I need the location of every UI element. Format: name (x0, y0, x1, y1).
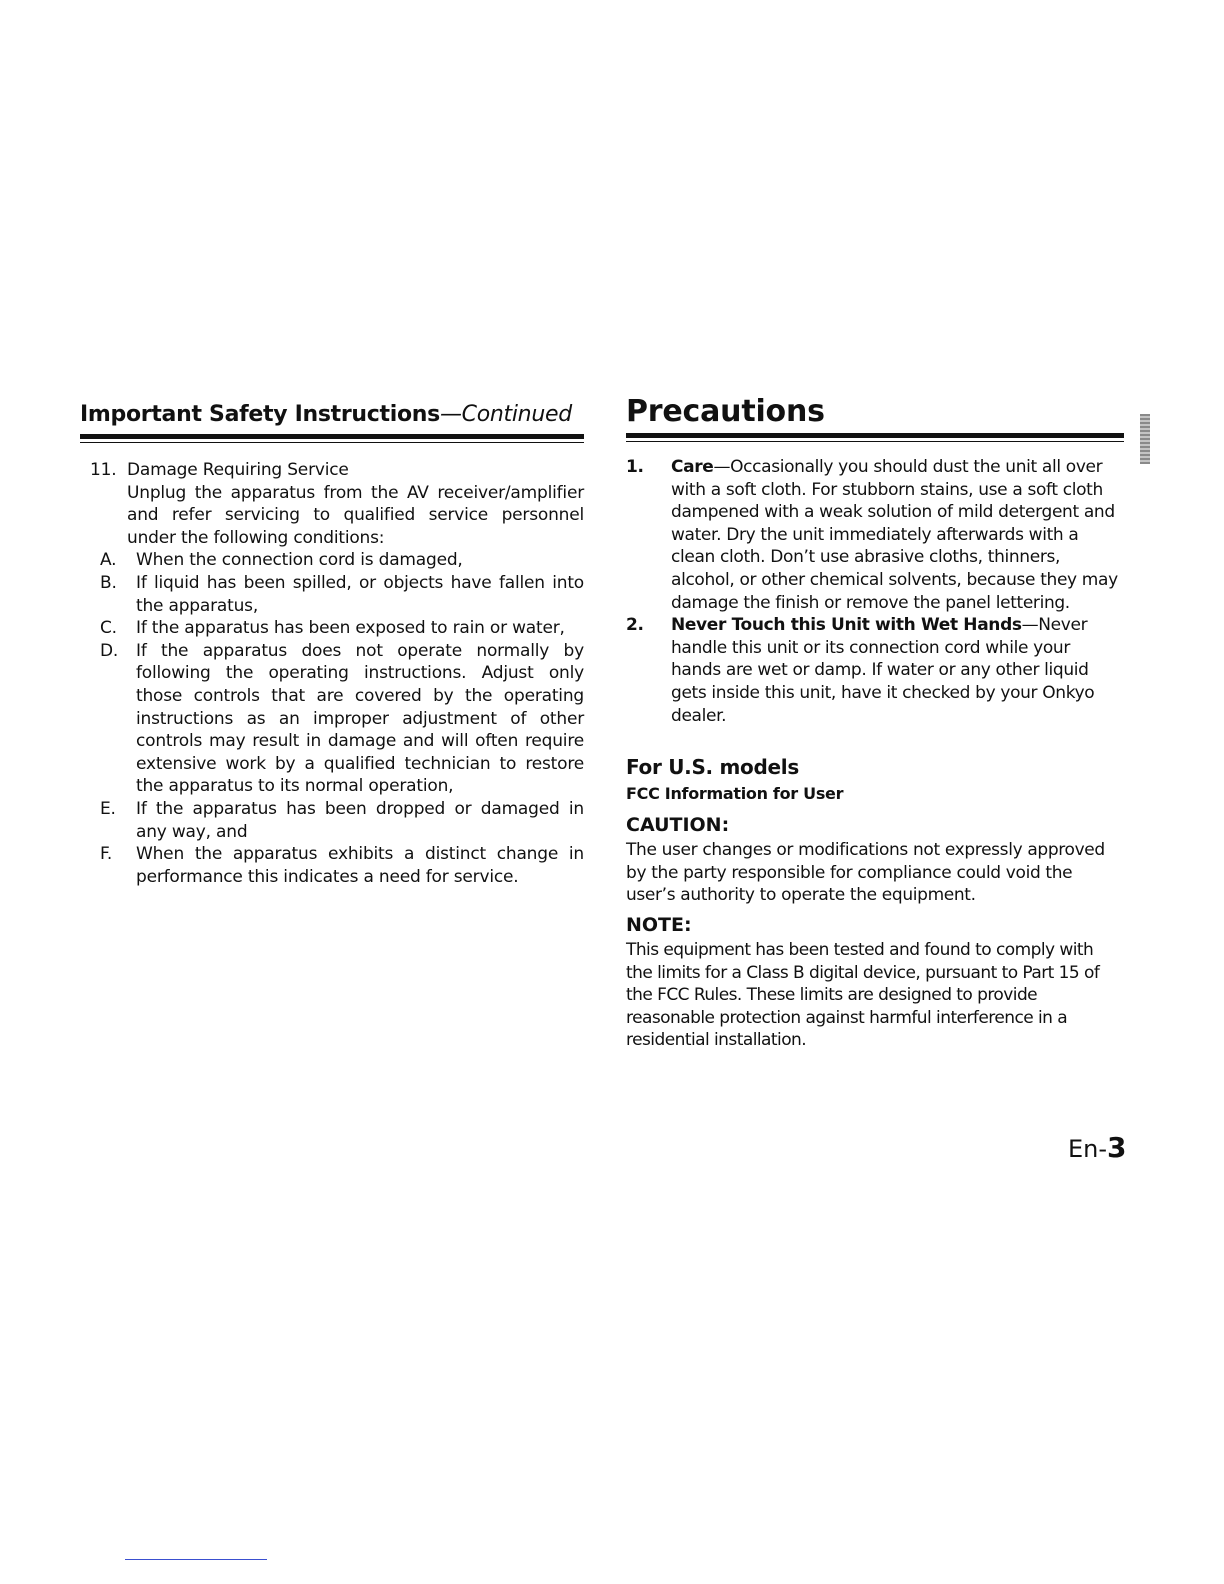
condition-item (100, 617, 584, 640)
note-heading: NOTE: (626, 913, 692, 936)
condition-letter: E. (100, 798, 116, 819)
section-header-title: Important Safety Instructions (80, 402, 440, 427)
condition-letter: B. (100, 572, 117, 593)
header-rule-thick (80, 434, 584, 439)
condition-list (100, 549, 584, 888)
condition-text: If the apparatus has been exposed to rain or water, (136, 618, 565, 639)
caution-heading: CAUTION: (626, 814, 730, 837)
fcc-info-heading: FCC Information for User (626, 784, 844, 804)
precaution-lead: Never Touch this Unit with Wet Hands (671, 615, 1022, 636)
precaution-text (671, 614, 1124, 727)
safety-item (80, 459, 584, 888)
title-rule-thick (626, 433, 1124, 438)
left-column (80, 398, 584, 888)
condition-item (100, 549, 584, 572)
condition-letter: C. (100, 618, 117, 639)
condition-item (100, 572, 584, 617)
section-header-continued: —Continued (439, 402, 572, 427)
precaution-text (671, 456, 1124, 614)
condition-item (100, 843, 584, 888)
caution-text: The user changes or modifications not expressly approved by the party responsible for compliance could void the user’s authority to operate the equipment. (626, 840, 1105, 906)
condition-text: If the apparatus has been dropped or damaged in any way, and (136, 798, 584, 842)
us-models-heading: For U.S. models (626, 755, 799, 780)
section-tab-marker (1140, 414, 1150, 464)
safety-item-intro: Unplug the apparatus from the AV receiver/amplifier and refer servicing to qualified service personnel under the following conditions: (127, 482, 584, 548)
precautions-list (626, 456, 1124, 727)
precaution-body: —Never handle this unit or its connection cord while your hands are wet or damp. If water or any other liquid gets inside this unit, have it checked by your Onkyo dealer. (671, 615, 1095, 726)
bottom-link-rule (125, 1559, 267, 1560)
precaution-number: 1. (626, 457, 644, 477)
section-header (80, 398, 584, 432)
condition-text: If liquid has been spilled, or objects have fallen into the apparatus, (136, 572, 584, 616)
condition-text: When the connection cord is damaged, (136, 550, 463, 571)
header-rule-thin (80, 442, 584, 443)
condition-letter: A. (100, 550, 117, 571)
condition-item (100, 798, 584, 843)
page-title: Precautions (626, 394, 825, 429)
page-number-prefix: En- (1068, 1135, 1108, 1163)
right-column (626, 392, 1124, 1052)
condition-item (100, 640, 584, 798)
precaution-lead: Care (671, 457, 714, 477)
precaution-number: 2. (626, 615, 644, 636)
condition-text: When the apparatus exhibits a distinct change in performance this indicates a need for service. (136, 844, 584, 887)
safety-item-number: 11. (90, 460, 117, 480)
condition-text: If the apparatus does not operate normally by following the operating instructions. Adjust only those controls that are covered by the operating instructions as an improper adjustment of other controls may result in damage and will often require extensive work by a qualified technician to restore the apparatus to its normal operation, (136, 640, 584, 797)
condition-letter: F. (100, 844, 113, 865)
precaution-body: —Occasionally you should dust the unit all over with a soft cloth. For stubborn stains, use a soft cloth dampened with a weak solution of mild detergent and water. Dry the unit immediately afterwards with a clean cloth. Don’t use abrasive cloths, thinners, alcohol, or other chemical solvents, because they may damage the finish or remove the panel lettering. (671, 457, 1118, 613)
note-text: This equipment has been tested and found to comply with the limits for a Class B digital device, pursuant to Part 15 of the FCC Rules. These limits are designed to provide reasonable protection against harmful interference in a residential installation. (626, 939, 1100, 1051)
safety-item-list (80, 459, 584, 888)
condition-letter: D. (100, 640, 119, 661)
safety-item-title: Damage Requiring Service (127, 460, 349, 480)
page-number-value: 3 (1107, 1131, 1127, 1164)
title-rule-thin (626, 441, 1124, 442)
page-number (1068, 1131, 1127, 1166)
precaution-item (626, 456, 1124, 614)
precaution-item (626, 614, 1124, 727)
